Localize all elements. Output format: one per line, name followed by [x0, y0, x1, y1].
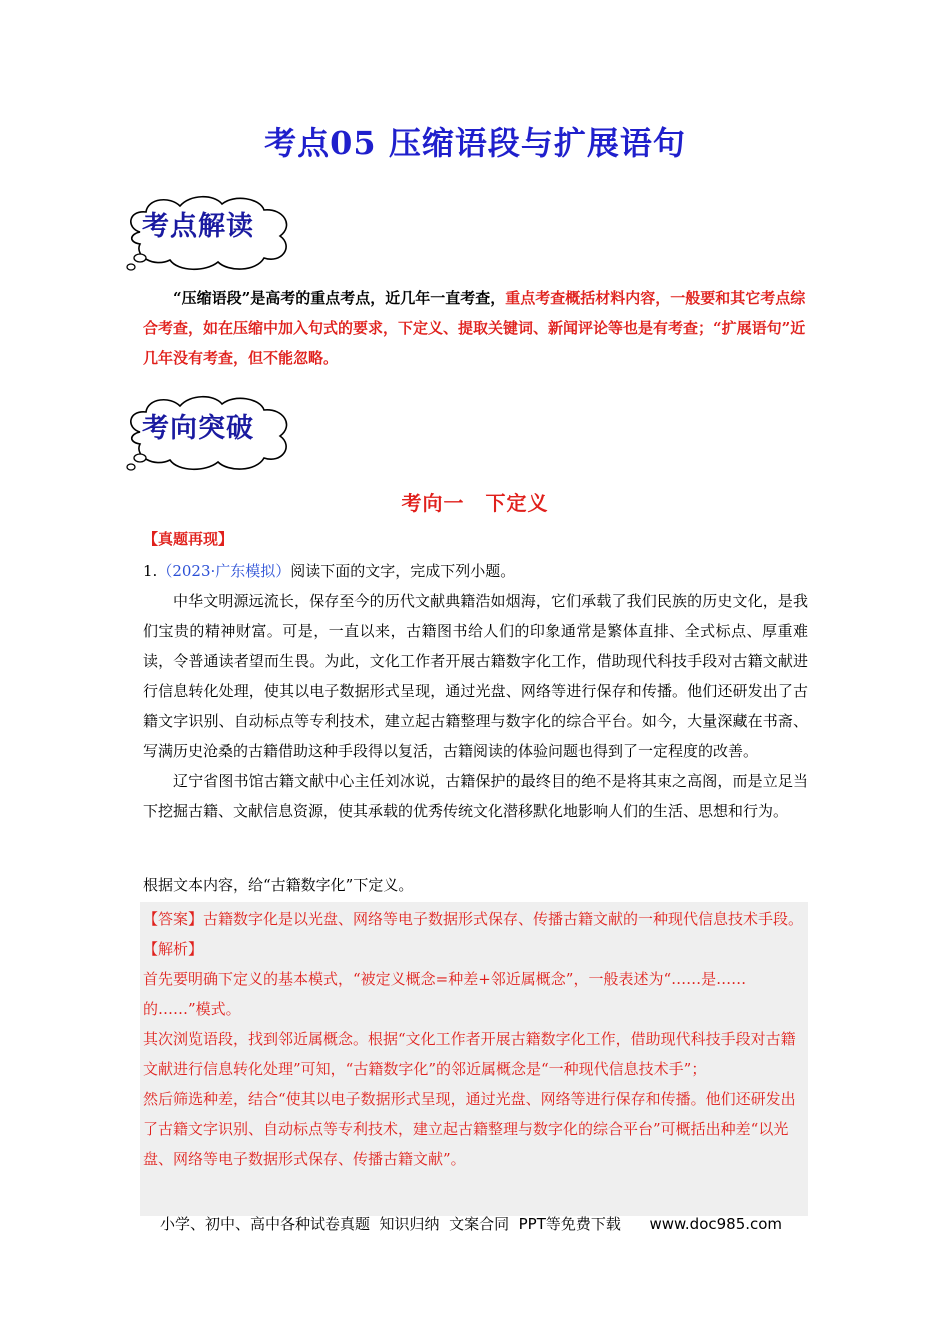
answer-line: 【答案】古籍数字化是以光盘、网络等电子数据形式保存、传播古籍文献的一种现代信息技术手段。 — [143, 910, 804, 928]
cloud-label: 考点解读 — [142, 211, 254, 242]
analysis-label: 【解析】 — [143, 940, 204, 958]
passage-paragraph: 辽宁省图书馆古籍文献中心主任刘冰说，古籍保护的最终目的绝不是将其束之高阁，而是立足当下挖掘古籍、文献信息资源，使其承载的优秀传统文化潜移默化地影响人们的生活、思想和行为。 — [143, 772, 808, 820]
cloud-label: 考向突破 — [142, 413, 254, 444]
intro-highlight: 重点考查概括材料内容，一般要和其它考点综合考查，如在压缩中加入句式的要求，下定义、提取关键词、新闻评论等也是有考查；“扩展语句”近几年没有考查，但不能忽略。 — [143, 289, 806, 367]
question-source: （2023·广东模拟） — [157, 562, 291, 580]
analysis-line: 其次浏览语段，找到邻近属概念。根据“文化工作者开展古籍数字化工作，借助现代科技手段对古籍文献进行信息转化处理”可知，“古籍数字化”的邻近属概念是“一种现代信息技术手”； — [143, 1030, 796, 1078]
answer-box — [140, 902, 808, 1216]
question-line — [143, 560, 515, 581]
passage-paragraph: 中华文明源远流长，保存至今的历代文献典籍浩如烟海，它们承载了我们民族的历史文化，是我们宝贵的精神财富。可是，一直以来，古籍图书给人们的印象通常是繁体直排、全式标点、厚重难读，令普通读者望而生畏。为此，文化工作者开展古籍数字化工作，借助现代科技手段对古籍文献进行信息转化处理，使其以电子数据形式呈现，通过光盘、网络等进行保存和传播。他们还研发出了古籍文字识别、自动标点等专利技术，建立起古籍整理与数字化的综合平台。如今，大量深藏在书斋、写满历史沧桑的古籍借助这种手段得以复活，古籍阅读的体验问题也得到了一定程度的改善。 — [143, 592, 808, 760]
intro-paragraph — [143, 283, 808, 373]
analysis-line: 然后筛选种差，结合“使其以电子数据形式呈现，通过光盘、网络等进行保存和传播。他们还研发出了古籍文字识别、自动标点等专利技术，建立起古籍整理与数字化的综合平台”可概括出种差“以光盘、网络等电子数据形式保存、传播古籍文献”。 — [143, 1090, 796, 1168]
question-number: 1. — [143, 562, 158, 580]
question-instruction: 根据文本内容，给“古籍数字化”下定义。 — [143, 876, 414, 894]
analysis-line: 首先要明确下定义的基本模式，“被定义概念=种差+邻近属概念”，一般表述为“……是……的……”模式。 — [143, 970, 747, 1018]
intro-text: “压缩语段”是高考的重点考点，近几年一直考查， — [173, 289, 506, 307]
reading-passage — [143, 586, 808, 826]
page-title: 考点05 压缩语段与扩展语句 — [264, 124, 686, 162]
question-prompt: 阅读下面的文字，完成下列小题。 — [290, 562, 516, 580]
page-footer: 小学、初中、高中各种试卷真题 知识归纳 文案合同 PPT等免费下载 www.doc985.com — [160, 1215, 783, 1233]
cloud-heading-kaoxiang — [118, 392, 298, 476]
section-title: 考向一 下定义 — [401, 491, 549, 515]
cloud-heading-kaodian — [118, 192, 298, 276]
section-label: 【真题再现】 — [143, 530, 234, 548]
